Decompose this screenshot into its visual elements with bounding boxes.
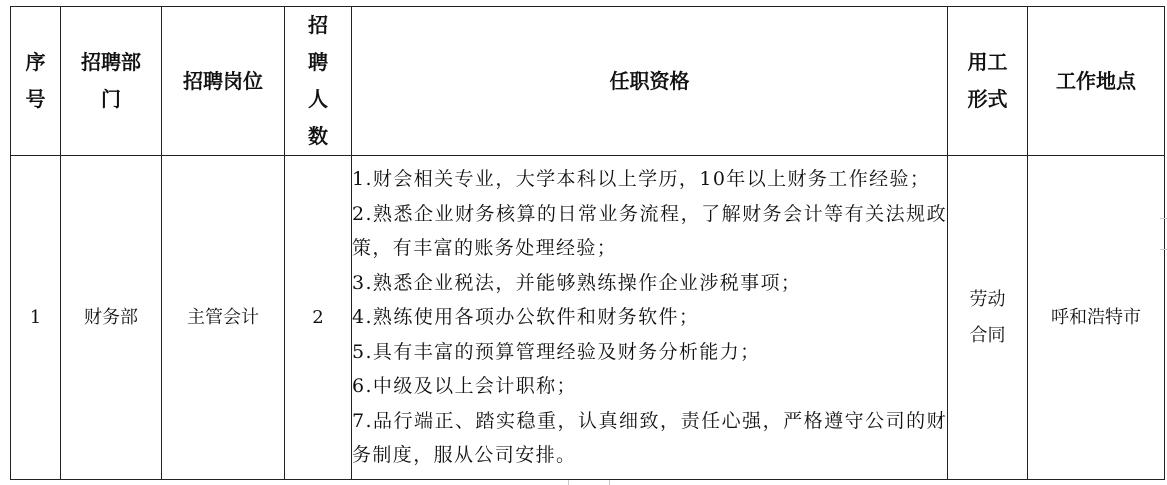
cell-seq: 1: [11, 156, 61, 480]
cell-location: 呼和浩特市: [1028, 156, 1165, 480]
header-employment-type: 用工形式: [948, 7, 1028, 156]
cell-count: 2: [285, 156, 352, 480]
header-position: 招聘岗位: [162, 7, 285, 156]
header-location: 工作地点: [1028, 7, 1165, 156]
header-seq: 序号: [11, 7, 61, 156]
qualification-item-4: 4.熟练使用各项办公软件和财务软件；: [352, 306, 700, 329]
recruitment-table: [10, 6, 1165, 480]
table-row: [11, 156, 1165, 480]
qualification-item-7: 7.品行端正、踏实稳重，认真细致，责任心强，严格遵守公司的财务制度，服从公司安排。: [352, 409, 947, 467]
cell-qualifications: [352, 156, 948, 480]
cell-employment-type: 劳动合同: [948, 156, 1028, 480]
header-qualifications: 任职资格: [352, 7, 948, 156]
cell-position: 主管会计: [162, 156, 285, 480]
qualification-item-3: 3.熟悉企业税法，并能够熟练操作企业涉税事项；: [352, 271, 802, 294]
qualification-item-5: 5.具有丰富的预算管理经验及财务分析能力；: [352, 340, 761, 363]
qualification-item-6: 6.中级及以上会计职称；: [352, 375, 577, 398]
page-edge-marker: [1160, 218, 1167, 250]
qualification-item-1: 1.财会相关专业，大学本科以上学历，10年以上财务工作经验；: [352, 168, 931, 191]
table-header-row: [11, 7, 1165, 156]
header-department: 招聘部门: [61, 7, 162, 156]
qualification-item-2: 2.熟悉企业财务核算的日常业务流程，了解财务会计等有关法规政策，有丰富的账务处理经验；: [352, 202, 947, 260]
page-foot-marker: [568, 480, 610, 485]
header-count: 招聘人数: [285, 7, 352, 156]
cell-department: 财务部: [61, 156, 162, 480]
